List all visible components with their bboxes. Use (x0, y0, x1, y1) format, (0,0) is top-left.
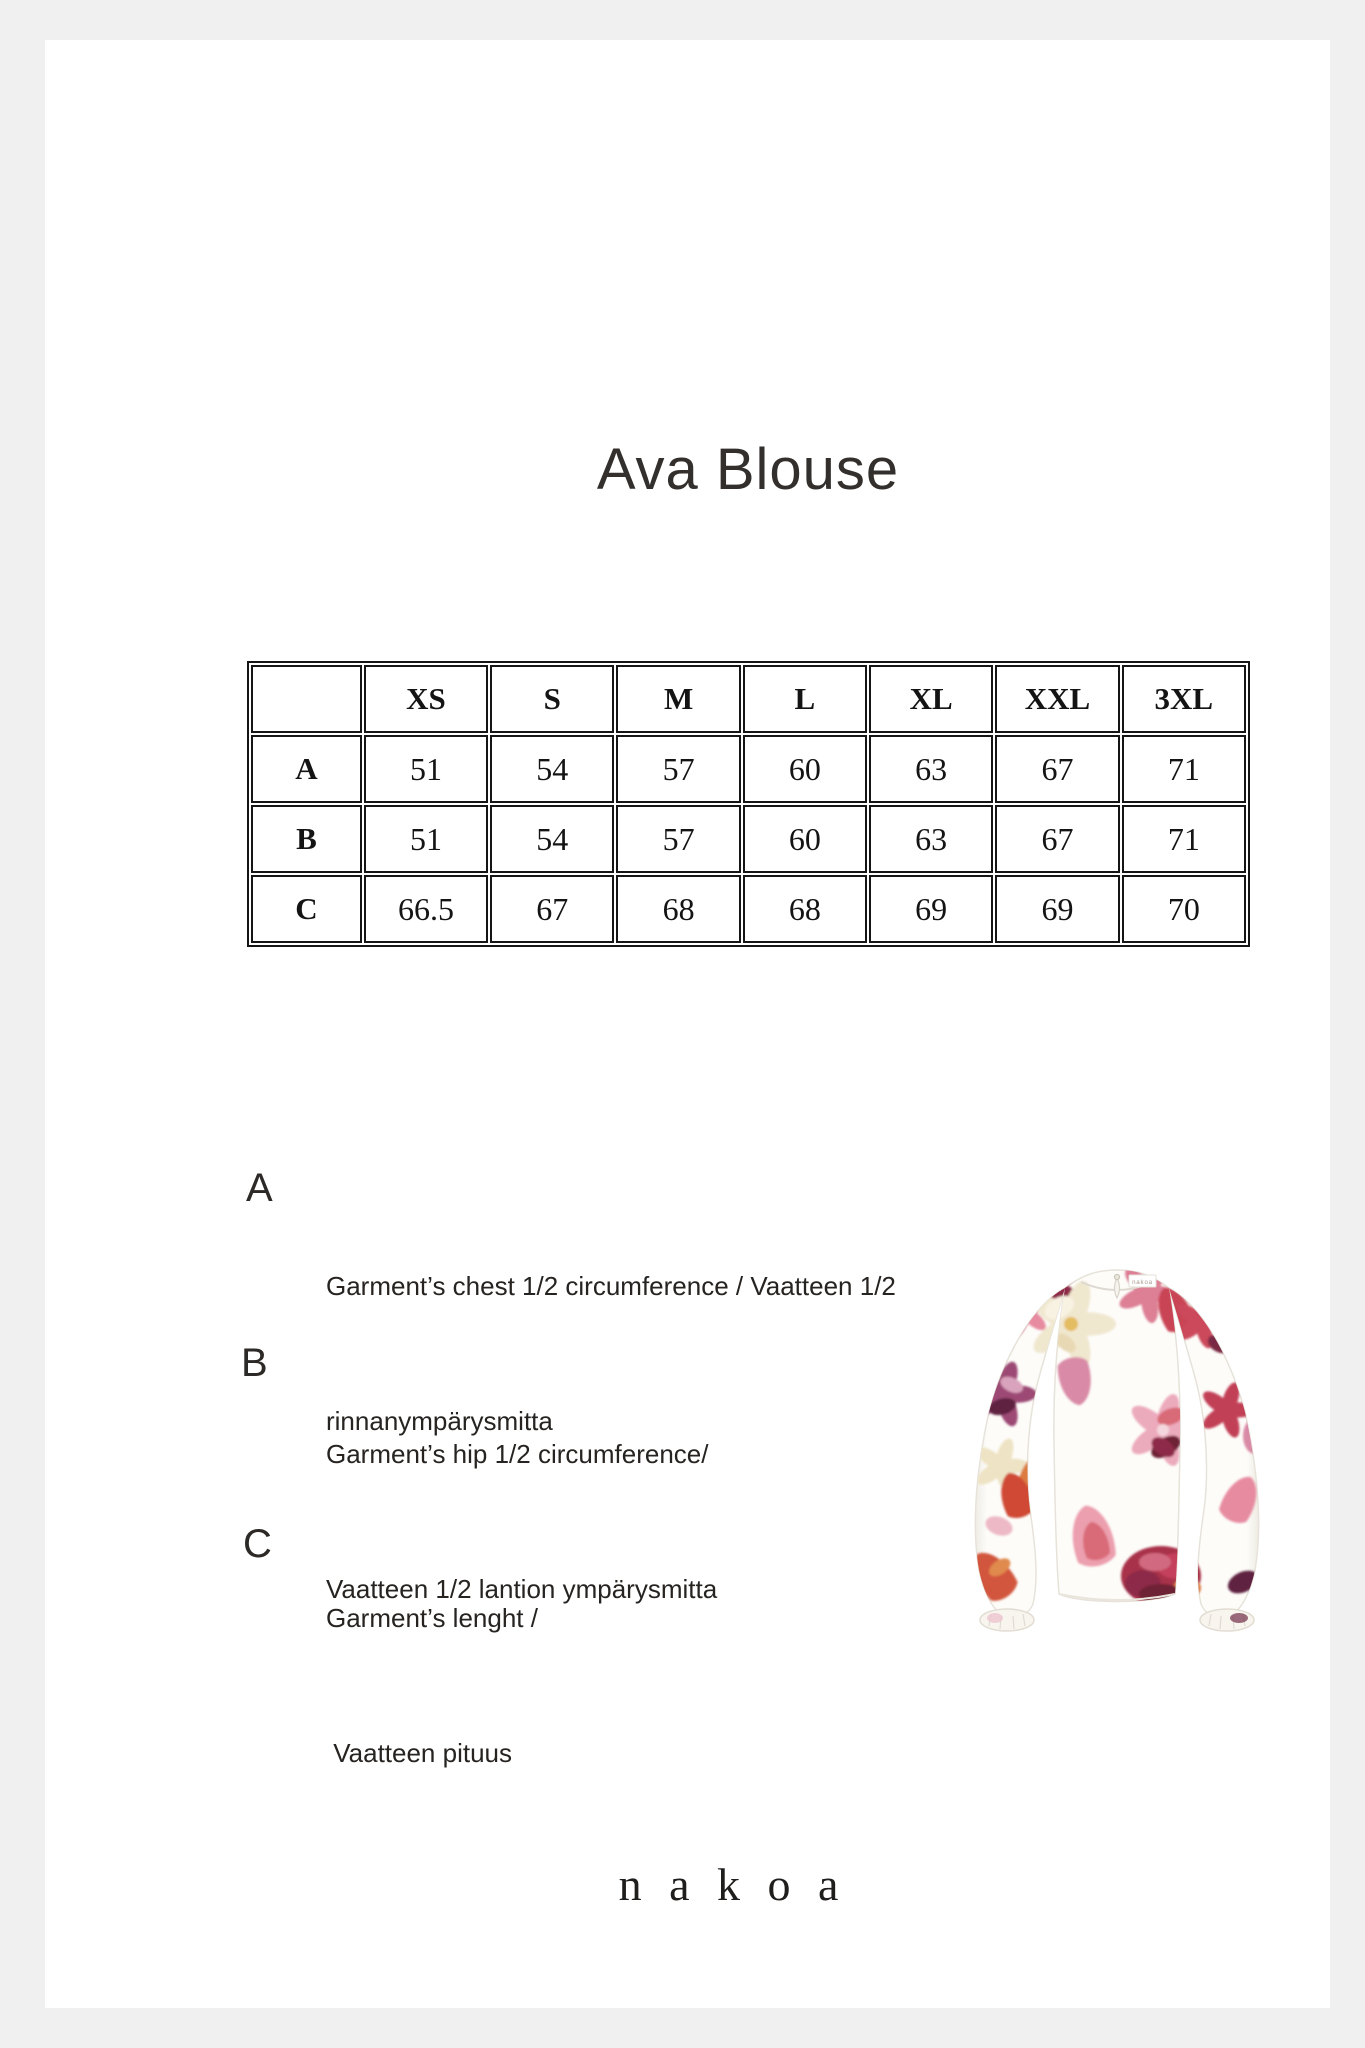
cell-b-m: 57 (616, 805, 740, 873)
legend-c-line1: Garment’s lenght / (326, 1603, 538, 1633)
legend-b-line1: Garment’s hip 1/2 circumference/ (326, 1439, 709, 1469)
cell-c-s: 67 (490, 875, 614, 943)
cell-a-s: 54 (490, 735, 614, 803)
neck-button (1114, 1274, 1119, 1279)
cell-c-xs: 66.5 (364, 875, 488, 943)
cell-b-xl: 63 (869, 805, 993, 873)
blouse-silhouette (975, 1270, 1258, 1617)
legend-a-line1: Garment’s chest 1/2 circumference / Vaatteen 1/2 (326, 1271, 896, 1301)
size-col-header-l: L (743, 665, 867, 733)
legend-description-c (326, 1506, 966, 1866)
row-label-b: B (251, 805, 362, 873)
legend-b-line2: Vaatteen 1/2 lantion ympärysmitta (326, 1574, 718, 1604)
size-table (247, 661, 1250, 947)
legend-key-c: C (243, 1522, 272, 1566)
size-table-header-row (251, 665, 1246, 733)
row-label-a: A (251, 735, 362, 803)
row-label-c: C (251, 875, 362, 943)
size-table-row-a (251, 735, 1246, 803)
cell-c-l: 68 (743, 875, 867, 943)
legend-c-line2: Vaatteen pituus (326, 1738, 512, 1768)
cell-c-xxl: 69 (995, 875, 1119, 943)
legend-key-a: A (246, 1166, 273, 1210)
cell-c-xl: 69 (869, 875, 993, 943)
cuff-left (980, 1609, 1034, 1631)
size-col-header-xs: XS (364, 665, 488, 733)
cell-b-xs: 51 (364, 805, 488, 873)
cell-a-l: 60 (743, 735, 867, 803)
cell-b-xxl: 67 (995, 805, 1119, 873)
size-col-header-3xl: 3XL (1122, 665, 1246, 733)
size-table-corner-cell (251, 665, 362, 733)
size-col-header-xl: XL (869, 665, 993, 733)
cell-c-3xl: 70 (1122, 875, 1246, 943)
brand-logo: n a k o a (618, 1859, 847, 1910)
size-table-row-c (251, 875, 1246, 943)
size-table-row-b (251, 805, 1246, 873)
legend-a-line2: rinnanympärysmitta (326, 1406, 553, 1436)
size-guide-card (45, 40, 1330, 2008)
cell-a-xxl: 67 (995, 735, 1119, 803)
neck-label (1129, 1275, 1156, 1287)
cell-b-s: 54 (490, 805, 614, 873)
cell-a-3xl: 71 (1122, 735, 1246, 803)
neck-label-text: nakoa (1132, 1279, 1153, 1286)
cell-a-xl: 63 (869, 735, 993, 803)
keyhole-opening (1115, 1278, 1120, 1298)
size-col-header-s: S (490, 665, 614, 733)
page-title: Ava Blouse (596, 437, 900, 502)
cell-c-m: 68 (616, 875, 740, 943)
cuff-right (1200, 1609, 1254, 1631)
cell-a-m: 57 (616, 735, 740, 803)
size-col-header-m: M (616, 665, 740, 733)
cell-b-l: 60 (743, 805, 867, 873)
product-photo (943, 1226, 1288, 1650)
cell-a-xs: 51 (364, 735, 488, 803)
cell-b-3xl: 71 (1122, 805, 1246, 873)
size-col-header-xxl: XXL (995, 665, 1119, 733)
legend-key-b: B (241, 1341, 268, 1385)
